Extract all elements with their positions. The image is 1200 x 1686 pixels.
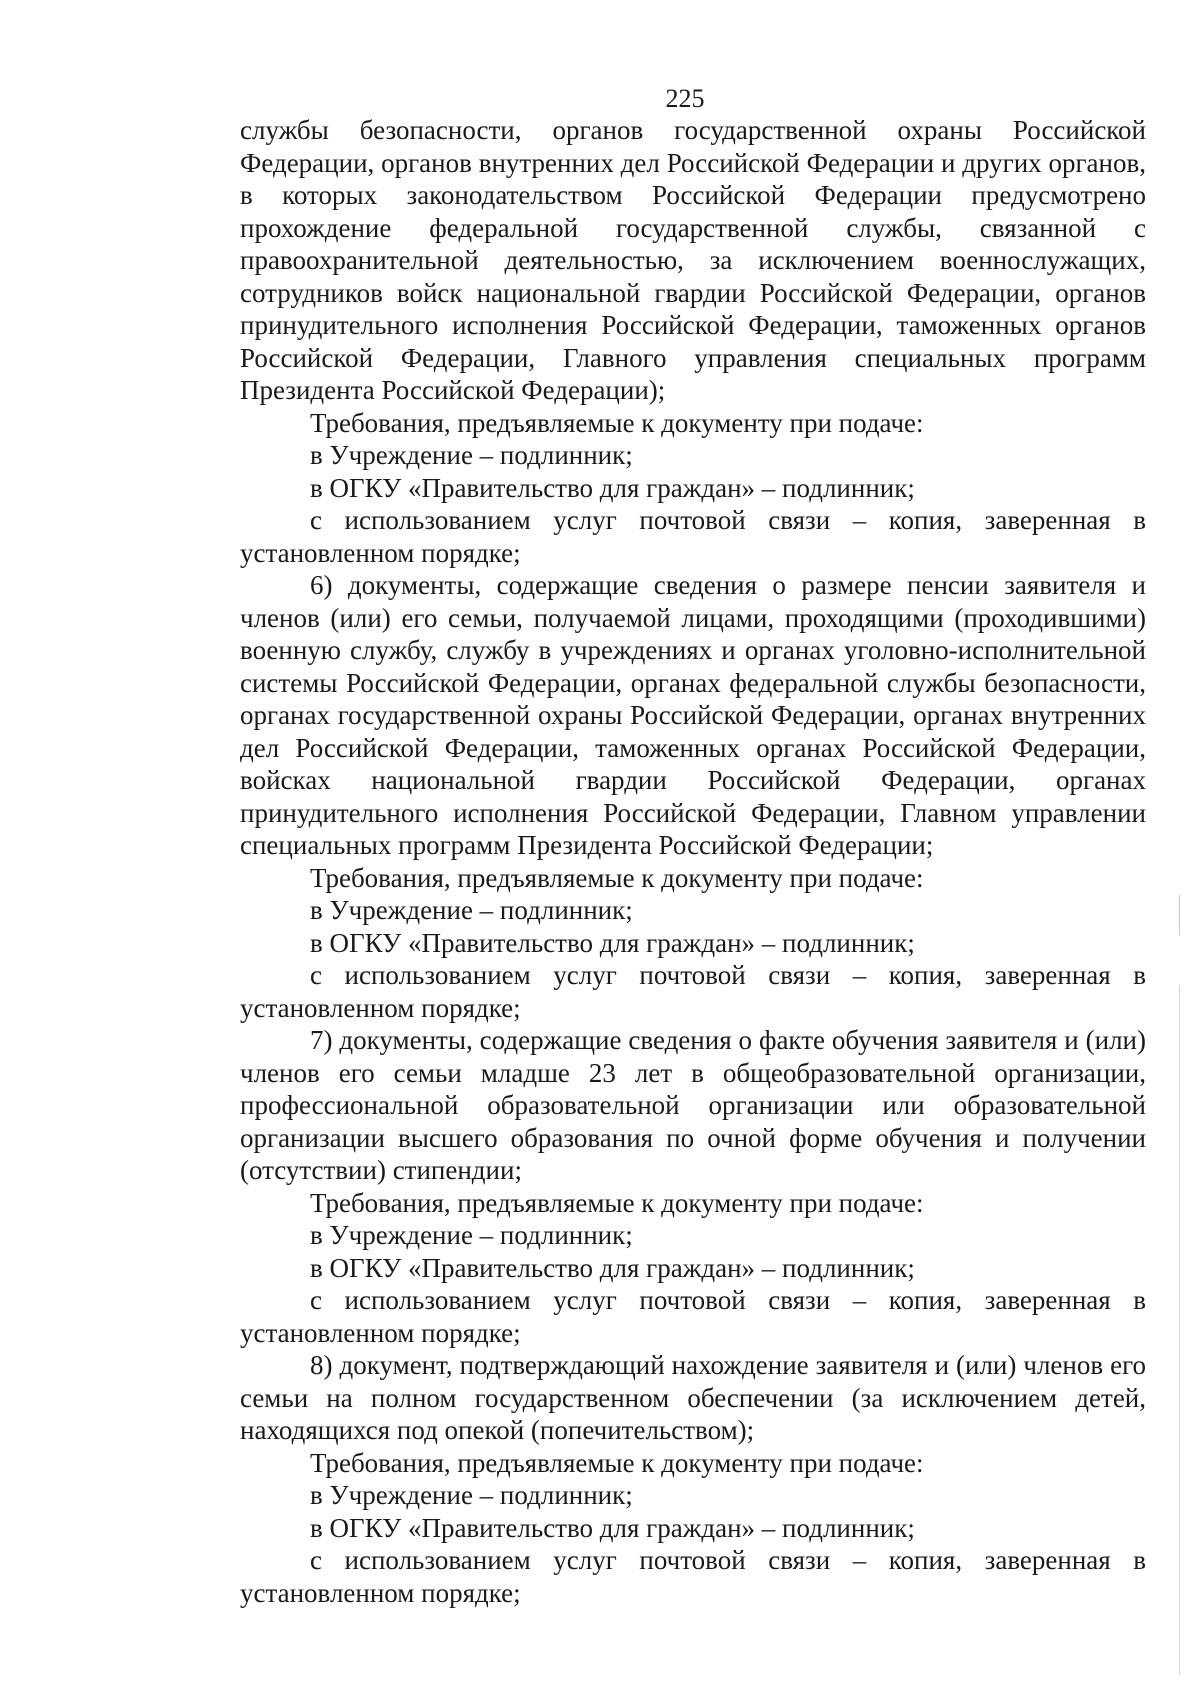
paragraph: с использованием услуг почтовой связи – копия, заверенная в установленном порядке; xyxy=(240,1545,1146,1608)
paragraph: в Учреждение – подлинник; xyxy=(310,1480,633,1510)
paragraph: 8) документ, подтверждающий нахождение заявителя и (или) членов его семьи на полном государственном обеспечении (за исключением детей, находящихся под опекой (попечительством); xyxy=(240,1350,1146,1445)
paragraph: Требования, предъявляемые к документу при подаче: xyxy=(310,862,924,893)
paragraph: Требования, предъявляемые к документу при подаче: xyxy=(310,407,924,438)
paragraph: в ОГКУ «Правительство для граждан» – подлинник; xyxy=(310,1252,915,1283)
paragraph: службы безопасности, органов государственной охраны Российской Федерации, органов внутренних дел Российской Федерации и других органов, в которых законодательством Российской Федерации предусмотрено прохождение федеральной государственной службы, связанной с правоохранительной деятельностью, за исключением военнослужащих, сотрудников войск национальной гвардии Российской Федерации, органов принудительного исполнения Российской Федерации, таможенных органов Российской Федерации, Главного управления специальных программ Президента Российской Федерации); xyxy=(240,115,1146,405)
paragraph: в Учреждение – подлинник; xyxy=(310,1220,633,1250)
scan-edge-line xyxy=(1179,985,1180,1675)
paragraph: с использованием услуг почтовой связи – копия, заверенная в установленном порядке; xyxy=(240,1285,1146,1348)
page-number: 225 xyxy=(665,84,705,113)
paragraph: 6) документы, содержащие сведения о размере пенсии заявителя и членов (или) его семьи, получаемой лицами, проходящими (проходившими) военную службу, службу в учреждениях и органах уголовно-исполнительной системы Российской Федерации, органах федеральной службы безопасности, органах государственной охраны Российской Федерации, органах внутренних дел Российской Федерации, таможенных органах Российской Федерации, войсках национальной гвардии Российской Федерации, органах принудительного исполнения Российской Федерации, Главном управлении специальных программ Президента Российской Федерации; xyxy=(240,570,1146,860)
paragraph: в ОГКУ «Правительство для граждан» – подлинник; xyxy=(310,472,915,503)
document-body xyxy=(240,114,1146,1609)
scan-edge-line xyxy=(1179,895,1180,935)
paragraph: в ОГКУ «Правительство для граждан» – подлинник; xyxy=(310,927,915,958)
paragraph: 7) документы, содержащие сведения о факте обучения заявителя и (или) членов его семьи младше 23 лет в общеобразовательной организации, профессиональной образовательной организации или образовательной организации высшего образования по очной форме обучения и получении (отсутствии) стипендии; xyxy=(240,1025,1146,1185)
paragraph: Требования, предъявляемые к документу при подаче: xyxy=(310,1447,924,1478)
paragraph: в ОГКУ «Правительство для граждан» – подлинник; xyxy=(310,1512,915,1543)
paragraph: в Учреждение – подлинник; xyxy=(310,895,633,925)
paragraph: Требования, предъявляемые к документу при подаче: xyxy=(310,1187,924,1218)
paragraph: с использованием услуг почтовой связи – копия, заверенная в установленном порядке; xyxy=(240,505,1146,568)
paragraph: с использованием услуг почтовой связи – копия, заверенная в установленном порядке; xyxy=(240,960,1146,1023)
paragraph: в Учреждение – подлинник; xyxy=(310,440,633,470)
